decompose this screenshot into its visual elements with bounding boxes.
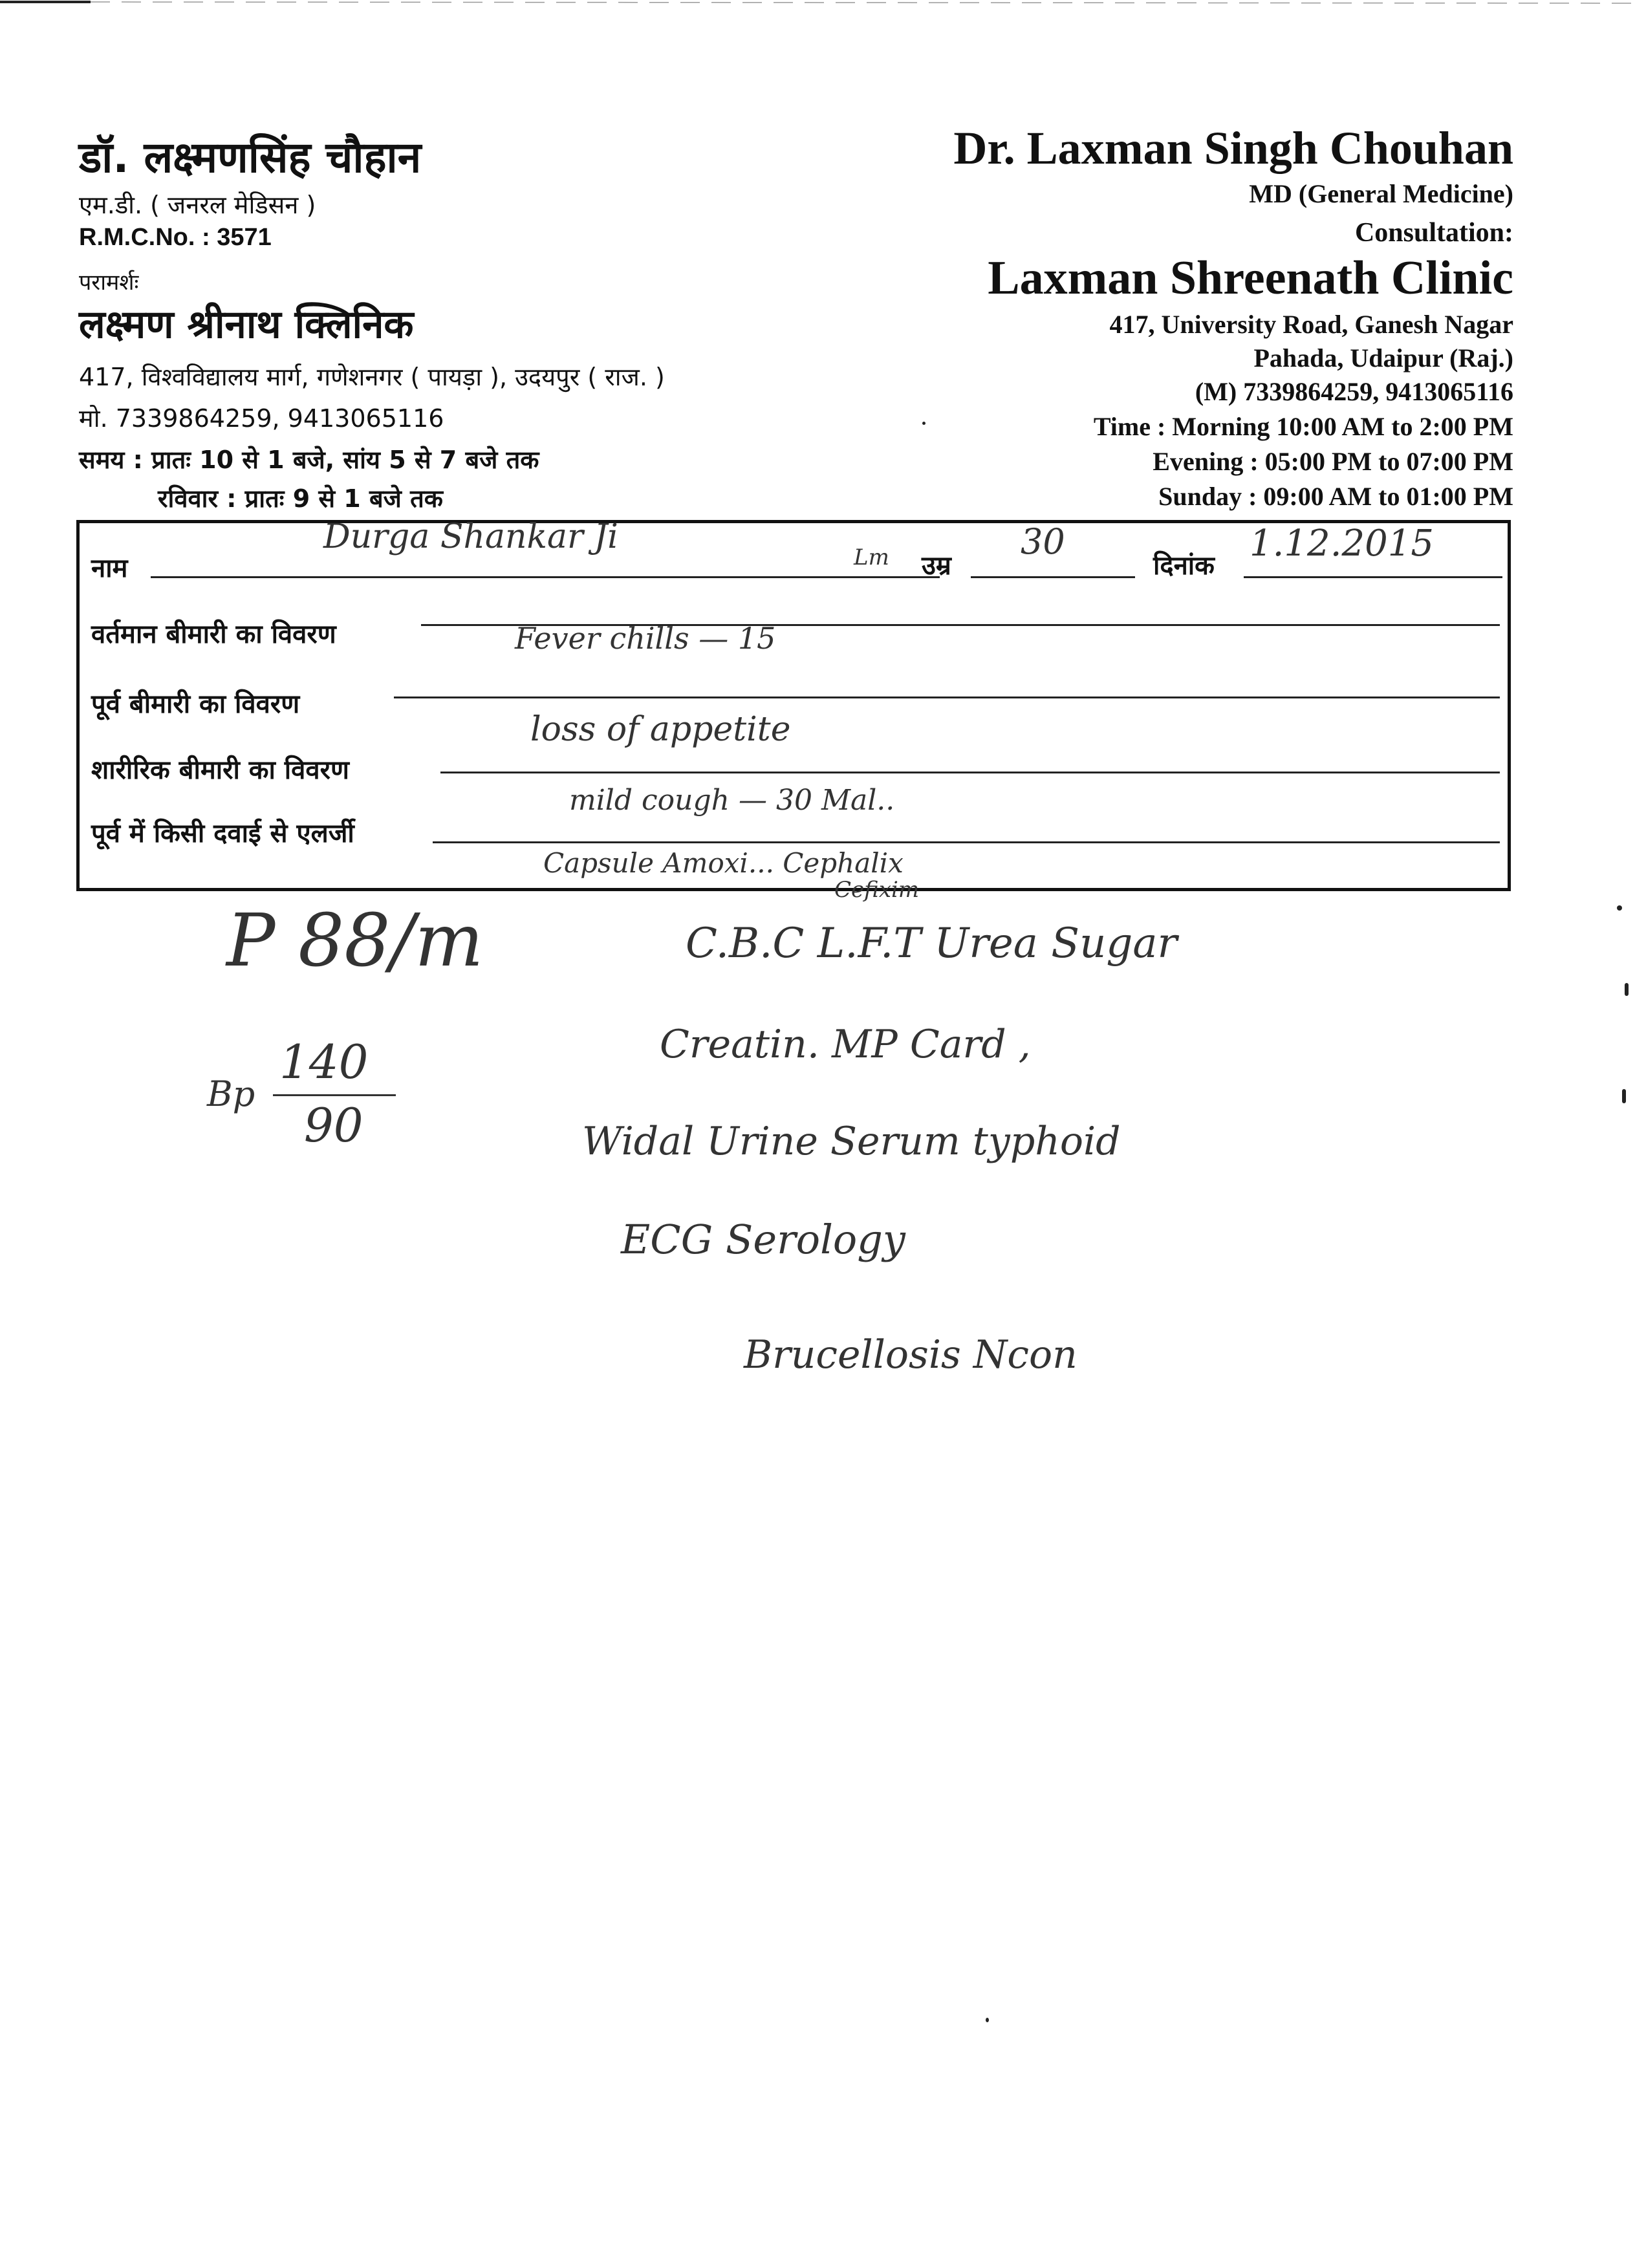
bp-systolic: 140 — [279, 1035, 369, 1089]
bp-fraction-bar — [273, 1094, 396, 1096]
handwritten-investigation-4: ECG Serology — [621, 1216, 905, 1263]
consultation-label-hindi: परामर्शः — [79, 270, 139, 296]
address-line1-english: 417, University Road, Ganesh Nagar — [1109, 310, 1513, 339]
consultation-label-english: Consultation: — [1354, 218, 1513, 248]
past-illness-label: पूर्व बीमारी का विवरण — [91, 689, 300, 719]
patient-details-form — [76, 520, 1511, 891]
scan-speck — [1617, 905, 1622, 911]
handwritten-physical-illness: mild cough — 30 Mal.. — [569, 784, 895, 817]
handwritten-allergy: Capsule Amoxi... Cephalix — [543, 847, 904, 879]
date-line — [1244, 576, 1502, 578]
bp-label: Bp — [207, 1074, 255, 1114]
scan-speck — [1625, 983, 1629, 996]
past-illness-line — [394, 697, 1500, 698]
drug-allergy-line — [433, 841, 1500, 843]
mobile-hindi: मो. 7339864259, 9413065116 — [79, 404, 444, 433]
handwritten-age-prefix: Lm — [854, 545, 889, 570]
physical-illness-line — [440, 772, 1500, 773]
sunday-timing-hindi: रविवार : प्रातः 9 से 1 बजे तक — [158, 484, 443, 513]
address-line2-english: Pahada, Udaipur (Raj.) — [1253, 343, 1513, 373]
drug-allergy-label: पूर्व में किसी दवाई से एलर्जी — [91, 819, 354, 848]
sunday-timing-english: Sunday : 09:00 AM to 01:00 PM — [1158, 482, 1513, 511]
degree-hindi: एम.डी. ( जनरल मेडिसन ) — [79, 191, 316, 219]
handwritten-current-illness: Fever chills — 15 — [515, 621, 776, 656]
scan-speck — [986, 2018, 989, 2022]
current-illness-label: वर्तमान बीमारी का विवरण — [91, 620, 336, 649]
handwritten-allergy-line2: Cefixim — [834, 877, 920, 903]
doctor-name-english: Dr. Laxman Singh Chouhan — [953, 122, 1513, 174]
rmc-number: R.M.C.No. : 3571 — [79, 224, 272, 251]
handwritten-investigation-3: Widal Urine Serum typhoid — [582, 1119, 1121, 1164]
mobile-english: (M) 7339864259, 9413065116 — [1195, 377, 1513, 406]
clinic-name-hindi: लक्ष्मण श्रीनाथ क्लिनिक — [79, 302, 414, 347]
evening-timing-english: Evening : 05:00 PM to 07:00 PM — [1153, 447, 1513, 476]
scan-speck — [922, 422, 926, 425]
name-label: नाम — [91, 554, 128, 583]
handwritten-age: 30 — [1021, 521, 1065, 562]
handwritten-past-illness: loss of appetite — [530, 710, 791, 749]
timing-hindi: समय : प्रातः 10 से 1 बजे, सांय 5 से 7 बजे तक — [79, 446, 539, 474]
doctor-name-hindi: डॉ. लक्ष्मणसिंह चौहान — [79, 133, 422, 182]
scan-edge-line — [0, 0, 1635, 6]
physical-illness-label: शारीरिक बीमारी का विवरण — [91, 755, 349, 785]
address-hindi: 417, विश्वविद्यालय मार्ग, गणेशनगर ( पायड़ा ), उदयपुर ( राज. ) — [79, 363, 665, 391]
handwritten-pulse: P 88/m — [226, 899, 484, 983]
name-line — [151, 576, 940, 578]
handwritten-date: 1.12.2015 — [1250, 523, 1435, 565]
handwritten-investigation-1: C.B.C L.F.T Urea Sugar — [686, 920, 1178, 967]
morning-timing-english: Time : Morning 10:00 AM to 2:00 PM — [1093, 412, 1513, 441]
scan-speck — [1622, 1089, 1626, 1103]
clinic-name-english: Laxman Shreenath Clinic — [988, 252, 1513, 305]
handwritten-investigation-5: Brucellosis Ncon — [744, 1332, 1077, 1377]
handwritten-patient-name: Durga Shankar Ji — [323, 517, 618, 556]
handwritten-investigation-2: Creatin. MP Card , — [660, 1022, 1031, 1067]
age-line — [971, 576, 1135, 578]
date-label: दिनांक — [1153, 551, 1215, 581]
degree-english: MD (General Medicine) — [1249, 179, 1513, 208]
bp-diastolic: 90 — [304, 1098, 363, 1152]
age-label: उम्र — [922, 551, 951, 581]
